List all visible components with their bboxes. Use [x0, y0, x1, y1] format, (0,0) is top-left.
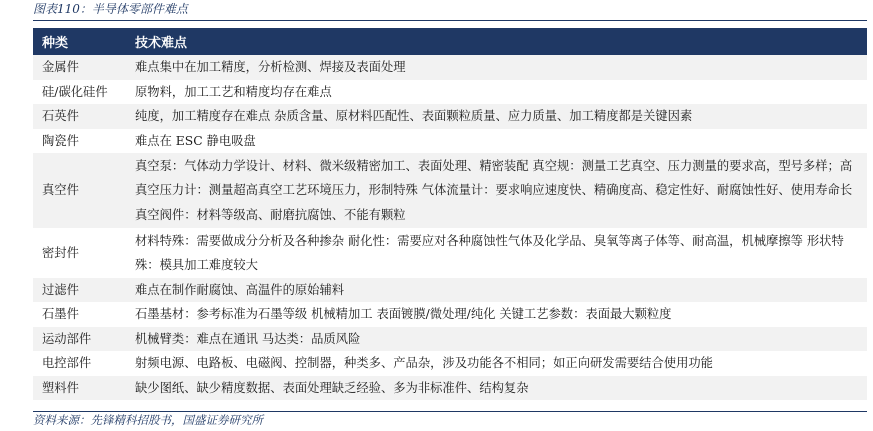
source-note: 资料来源：先锋精科招股书，国盛证券研究所 — [33, 413, 263, 427]
row-difficulty: 缺少图纸、缺少精度数据、表面处理缺乏经验、多为非标准件、结构复杂 — [135, 380, 529, 395]
header-type: 种类 — [42, 36, 69, 51]
row-type: 硅/碳化硅件 — [42, 84, 108, 99]
row-type: 石英件 — [42, 109, 79, 124]
row-type: 电控部件 — [42, 356, 92, 371]
caption-divider — [33, 20, 867, 21]
row-difficulty: 难点集中在加工精度，分析检测、焊接及表面处理 — [135, 60, 406, 75]
row-type: 运动部件 — [42, 331, 92, 346]
table-row — [33, 104, 867, 129]
table-row — [33, 351, 867, 376]
difficulty-table — [33, 28, 867, 400]
table-row — [33, 302, 867, 327]
header-difficulty: 技术难点 — [135, 36, 188, 51]
table-row — [33, 228, 867, 278]
row-type: 过滤件 — [42, 282, 79, 297]
row-type: 金属件 — [42, 60, 79, 75]
row-difficulty: 难点在制作耐腐蚀、高温件的原始辅料 — [135, 282, 345, 297]
row-difficulty: 纯度，加工精度存在难点 杂质含量、原材料匹配性、表面颗粒质量、应力质量、加工精度都是关键因素 — [135, 109, 693, 124]
table-row — [33, 153, 867, 228]
source-divider — [33, 411, 867, 412]
table-row — [33, 278, 867, 302]
row-difficulty: 真空泵：气体动力学设计、材料、微米级精密加工、表面处理、精密装配 真空规：测量工艺真空、压力测量的要求高，型号多样；高真空压力计：测量超高真空工艺环境压力，形制特殊 气体流量计：要求响应速度快、精确度高、稳定性好、耐腐蚀性好、使用寿命长 真空阀件：材料等级高、耐磨抗腐蚀、不能有颗粒 — [135, 158, 853, 222]
row-difficulty: 材料特殊：需要做成分分析及各种掺杂 耐化性：需要应对各种腐蚀性气体及化学品、臭氧等离子体等、耐高温，机械摩擦等 形状特殊：模具加工难度较大 — [135, 233, 844, 272]
row-type: 真空件 — [42, 183, 79, 198]
row-difficulty: 机械臂类：难点在通讯 马达类：品质风险 — [135, 331, 361, 346]
row-difficulty: 射频电源、电路板、电磁阀、控制器，种类多、产品杂，涉及功能各不相同；如正向研发需要结合使用功能 — [135, 356, 713, 371]
row-difficulty: 石墨基材：参考标准为石墨等级 机械精加工 表面镀膜/微处理/纯化 关键工艺参数：表面最大颗粒度 — [135, 307, 672, 322]
row-difficulty: 原物料，加工工艺和精度均存在难点 — [135, 84, 332, 99]
table-row — [33, 80, 867, 104]
row-type: 密封件 — [42, 245, 79, 260]
table-header — [33, 28, 867, 55]
row-type: 石墨件 — [42, 307, 79, 322]
table-row — [33, 376, 867, 400]
row-difficulty: 难点在 ESC 静电吸盘 — [135, 133, 256, 148]
row-type: 塑料件 — [42, 380, 79, 395]
figure-caption: 图表110：半导体零部件难点 — [33, 2, 188, 16]
table-row — [33, 55, 867, 80]
row-type: 陶瓷件 — [42, 133, 79, 148]
table-row — [33, 129, 867, 153]
table-row — [33, 327, 867, 351]
